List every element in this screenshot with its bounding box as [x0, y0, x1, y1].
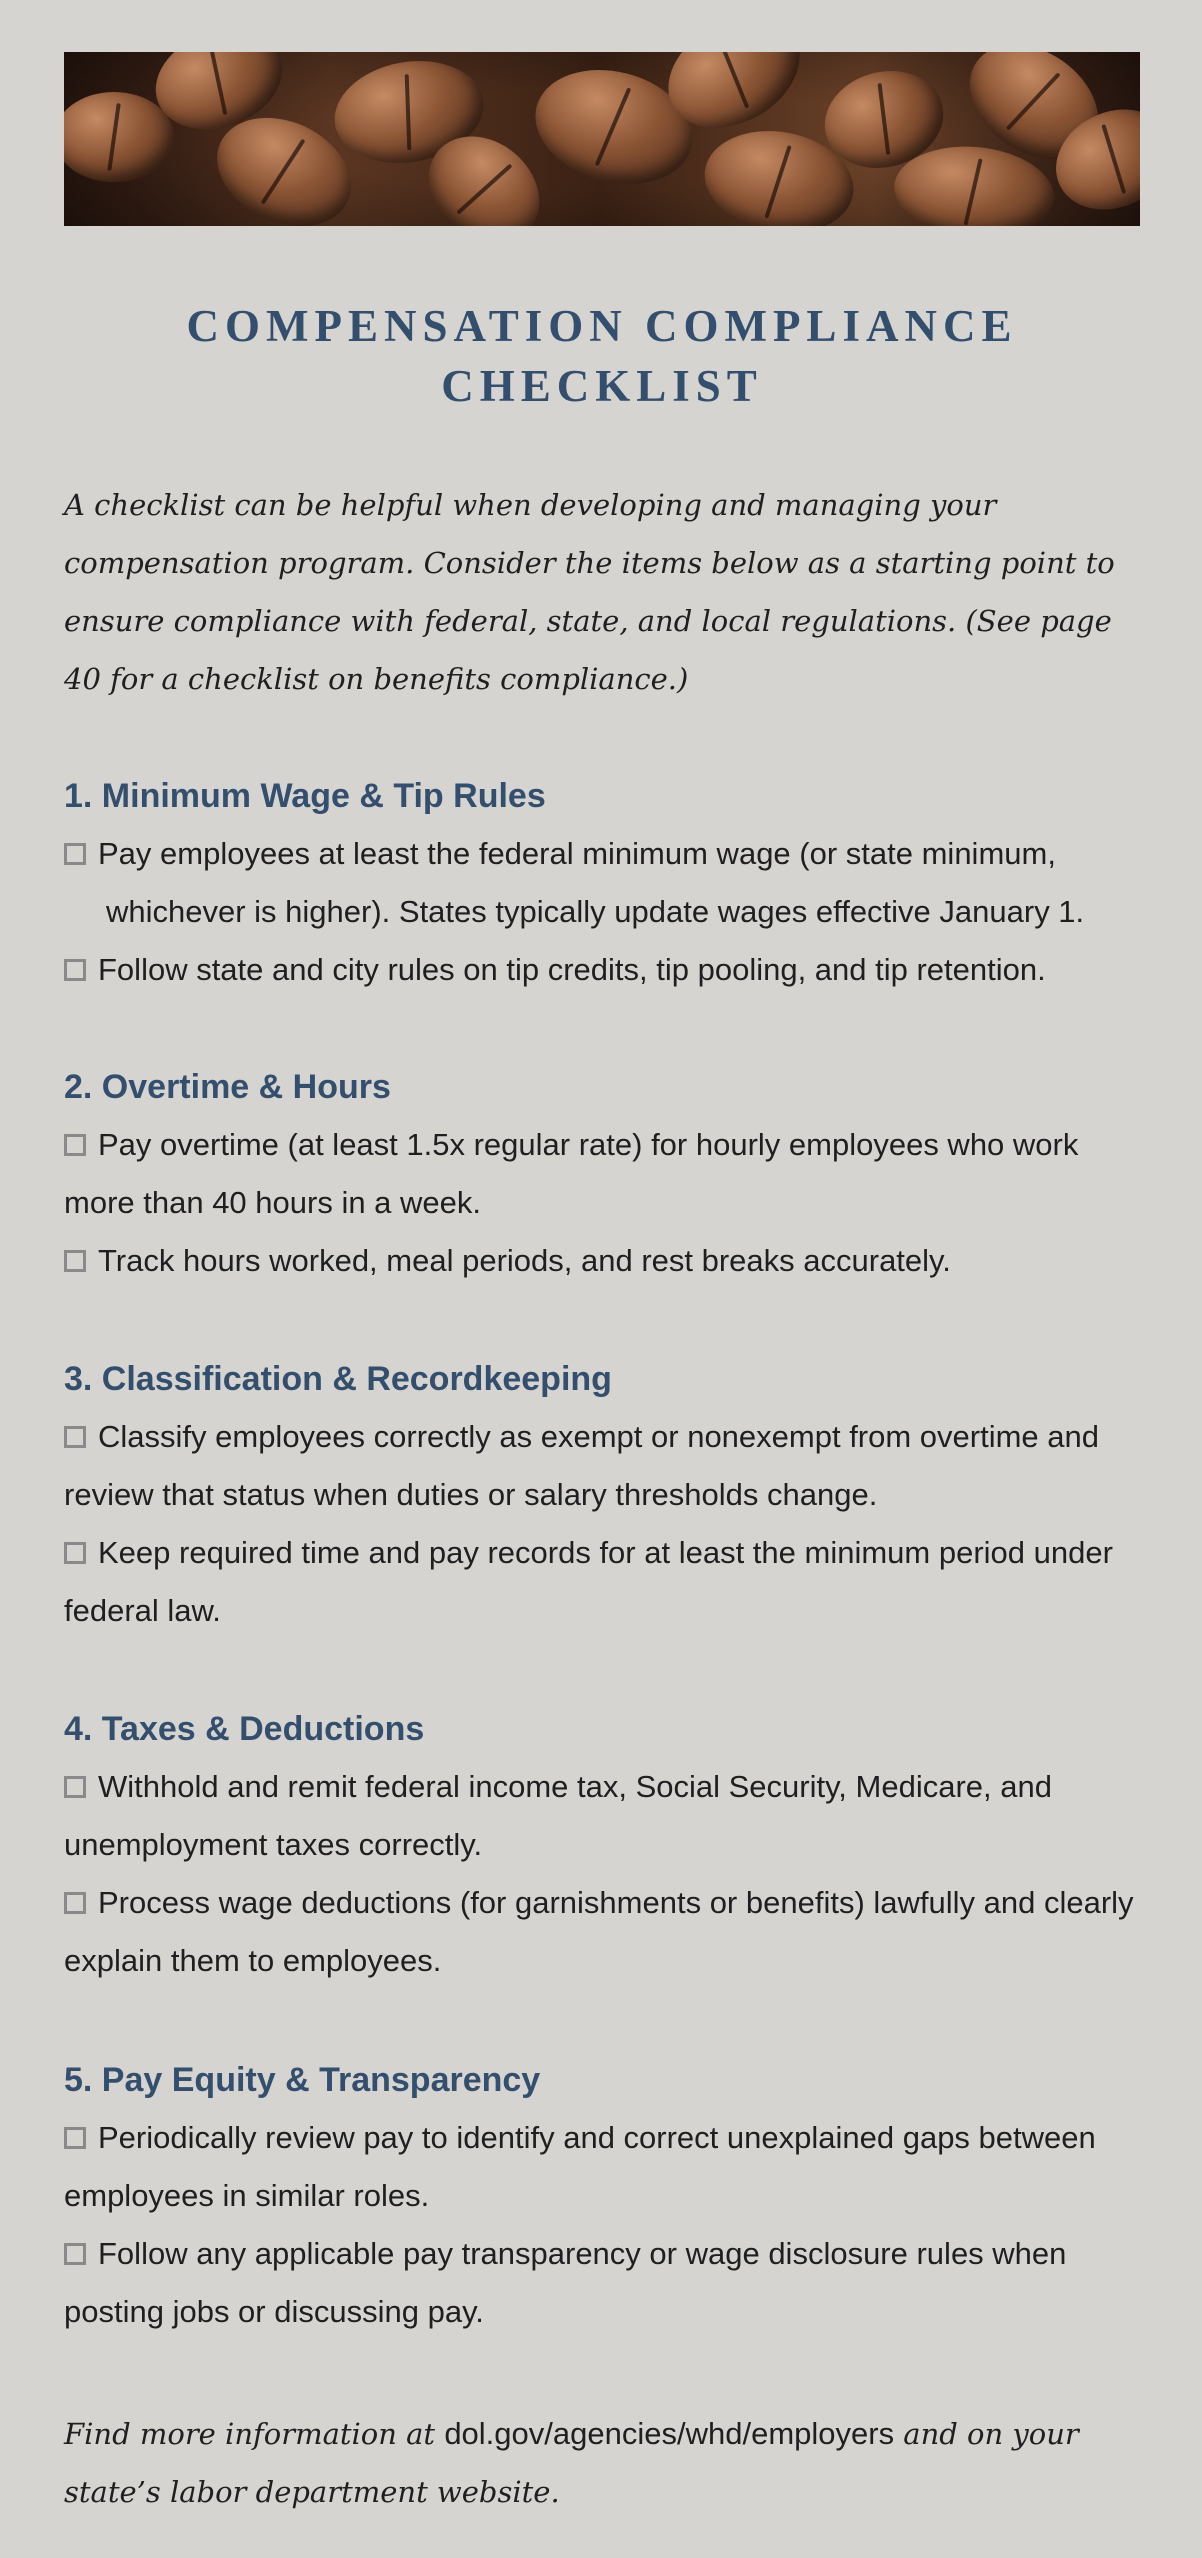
checkbox-icon[interactable]	[64, 843, 86, 865]
section-pay-equity	[64, 2051, 1140, 2341]
checkbox-icon[interactable]	[64, 1134, 86, 1156]
checkbox-icon[interactable]	[64, 1250, 86, 1272]
checklist-item: Follow state and city rules on tip credits, tip pooling, and tip retention.	[64, 941, 1140, 999]
checklist-item: Follow any applicable pay transparency or wage disclosure rules when posting jobs or discussing pay.	[64, 2236, 1067, 2329]
checklist-item: Withhold and remit federal income tax, Social Security, Medicare, and unemployment taxes correctly.	[64, 1769, 1052, 1862]
checklist-item: Classify employees correctly as exempt or nonexempt from overtime and review that status when duties or salary thresholds change.	[64, 1419, 1100, 1512]
checkbox-icon[interactable]	[64, 1542, 86, 1564]
intro-paragraph: A checklist can be helpful when developing and managing your compensation program. Consider the items below as a starting point to ensure compliance with federal, state, and local regulations. (See page 40 for a checklist on benefits compliance.)	[64, 488, 1115, 696]
checkbox-icon[interactable]	[64, 2243, 86, 2265]
checkbox-icon[interactable]	[64, 2127, 86, 2149]
section-minimum-wage	[64, 767, 1140, 999]
checkbox-icon[interactable]	[64, 1892, 86, 1914]
coffee-beans-banner-image	[64, 52, 1140, 226]
section-taxes	[64, 1700, 1140, 1990]
section-heading: 5. Pay Equity & Transparency	[64, 2061, 541, 2099]
section-heading: 4. Taxes & Deductions	[64, 1710, 425, 1748]
checkbox-icon[interactable]	[64, 959, 86, 981]
section-classification	[64, 1350, 1140, 1640]
section-heading: 1. Minimum Wage & Tip Rules	[64, 777, 546, 815]
checkbox-icon[interactable]	[64, 1776, 86, 1798]
checklist-item: Keep required time and pay records for at least the minimum period under federal law.	[64, 1535, 1113, 1628]
checklist-item: Periodically review pay to identify and correct unexplained gaps between employees in similar roles.	[64, 2120, 1096, 2213]
dol-link[interactable]: dol.gov/agencies/whd/employers	[444, 2416, 895, 2451]
checklist-item: Process wage deductions (for garnishments or benefits) lawfully and clearly explain them to employees.	[64, 1885, 1134, 1978]
checklist-item: Track hours worked, meal periods, and rest breaks accurately.	[64, 1232, 1140, 1290]
section-heading: 2. Overtime & Hours	[64, 1068, 391, 1106]
checklist-item: Pay overtime (at least 1.5x regular rate) for hourly employees who work more than 40 hours in a week.	[64, 1127, 1079, 1220]
footer-note: Find more information at dol.gov/agencies/whd/employers and on your state’s labor department website.	[64, 2416, 1079, 2509]
checkbox-icon[interactable]	[64, 1426, 86, 1448]
page-title: COMPENSATION COMPLIANCE CHECKLIST	[186, 301, 1018, 411]
checklist-item: Pay employees at least the federal minimum wage (or state minimum, whichever is higher). States typically update wages effective January 1.	[64, 825, 1140, 941]
section-heading: 3. Classification & Recordkeeping	[64, 1360, 612, 1398]
section-overtime	[64, 1058, 1140, 1290]
